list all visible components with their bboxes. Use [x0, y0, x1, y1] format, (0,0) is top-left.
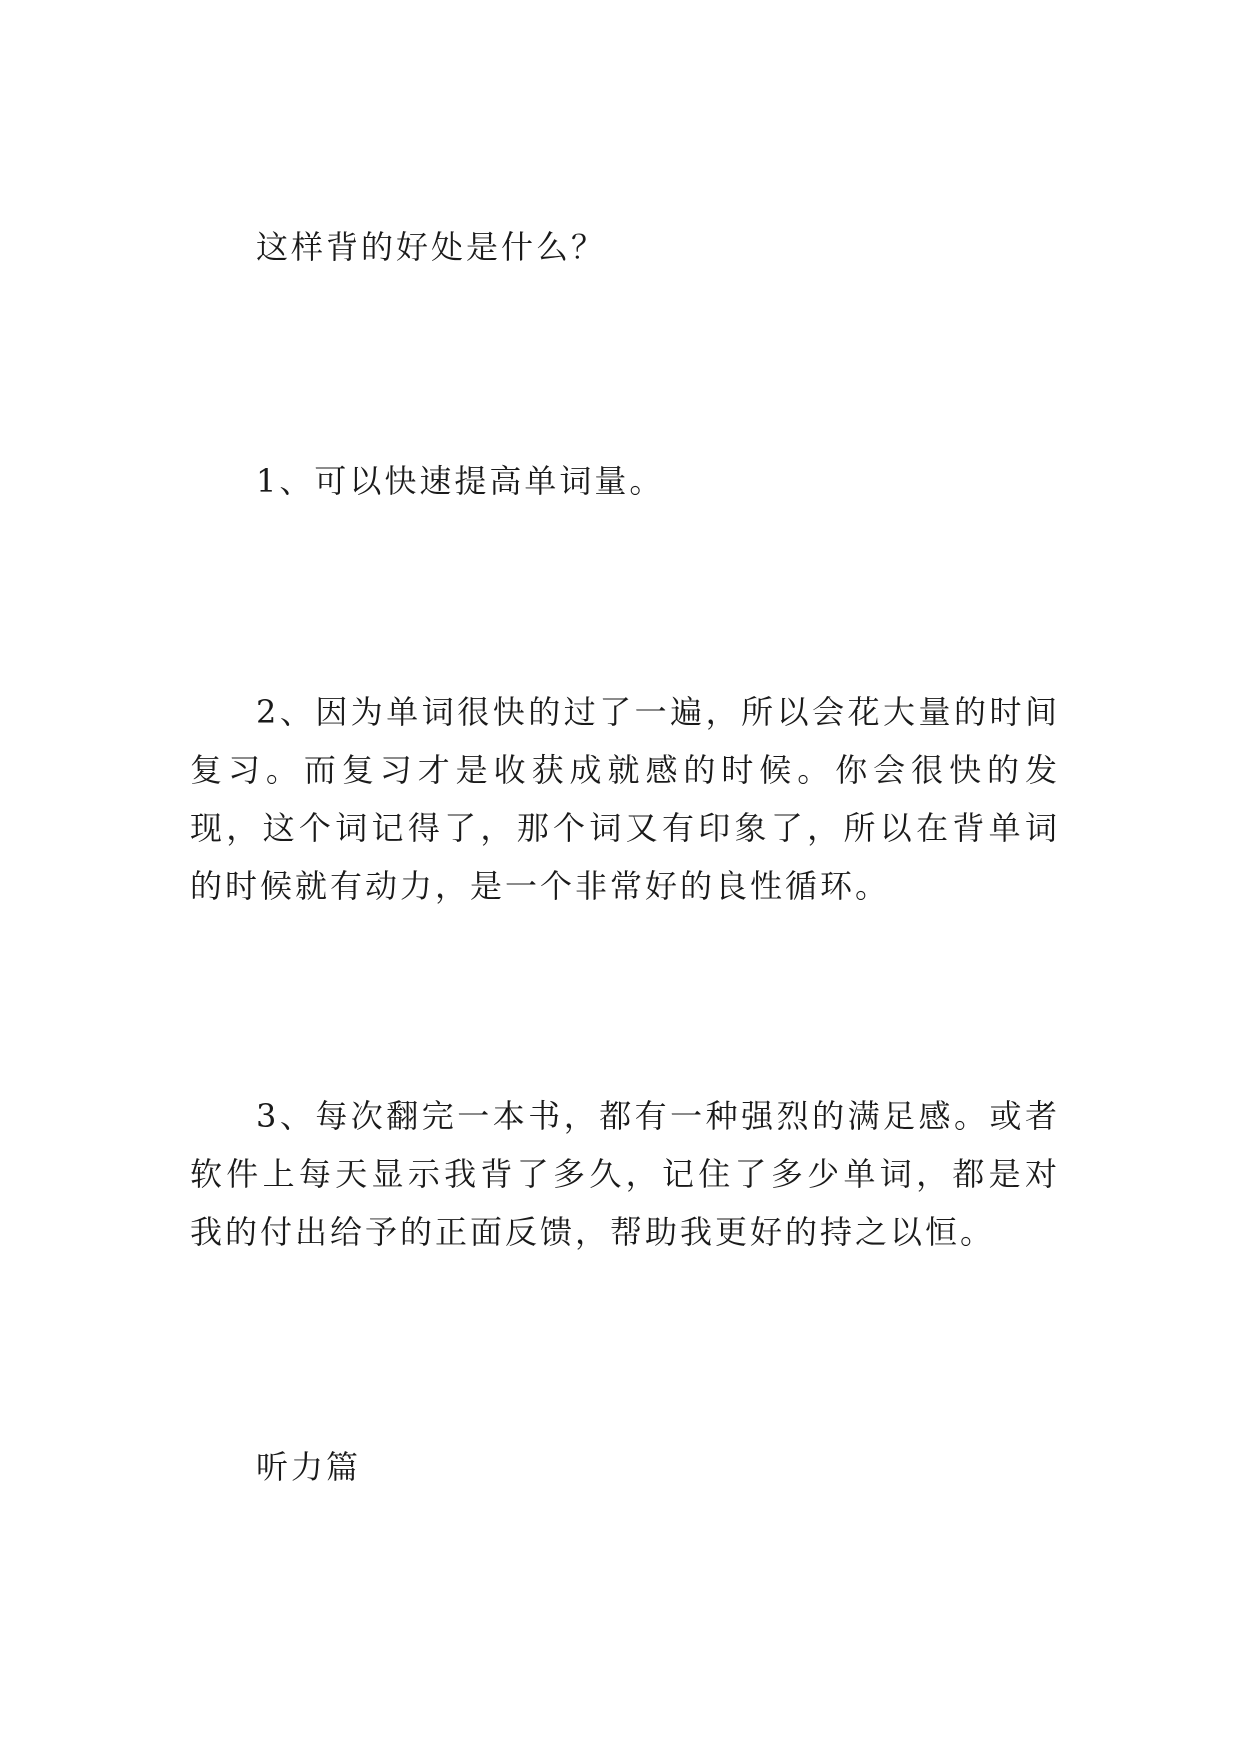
question-paragraph: 这样背的好处是什么？ [256, 228, 607, 266]
section-heading: 听力篇 [256, 1448, 362, 1486]
point-1-paragraph: 1、可以快速提高单词量。 [256, 462, 665, 500]
point-3-paragraph: 3、每次翻完一本书，都有一种强烈的满足感。或者软件上每天显示我背了多久，记住了多少单词，都是对我的付出给予的正面反馈，帮助我更好的持之以恒。 [190, 1097, 1060, 1251]
point-2-paragraph: 2、因为单词很快的过了一遍，所以会花大量的时间复习。而复习才是收获成就感的时候。你会很快的发现，这个词记得了，那个词又有印象了，所以在背单词的时候就有动力，是一个非常好的良性循环。 [190, 693, 1060, 905]
